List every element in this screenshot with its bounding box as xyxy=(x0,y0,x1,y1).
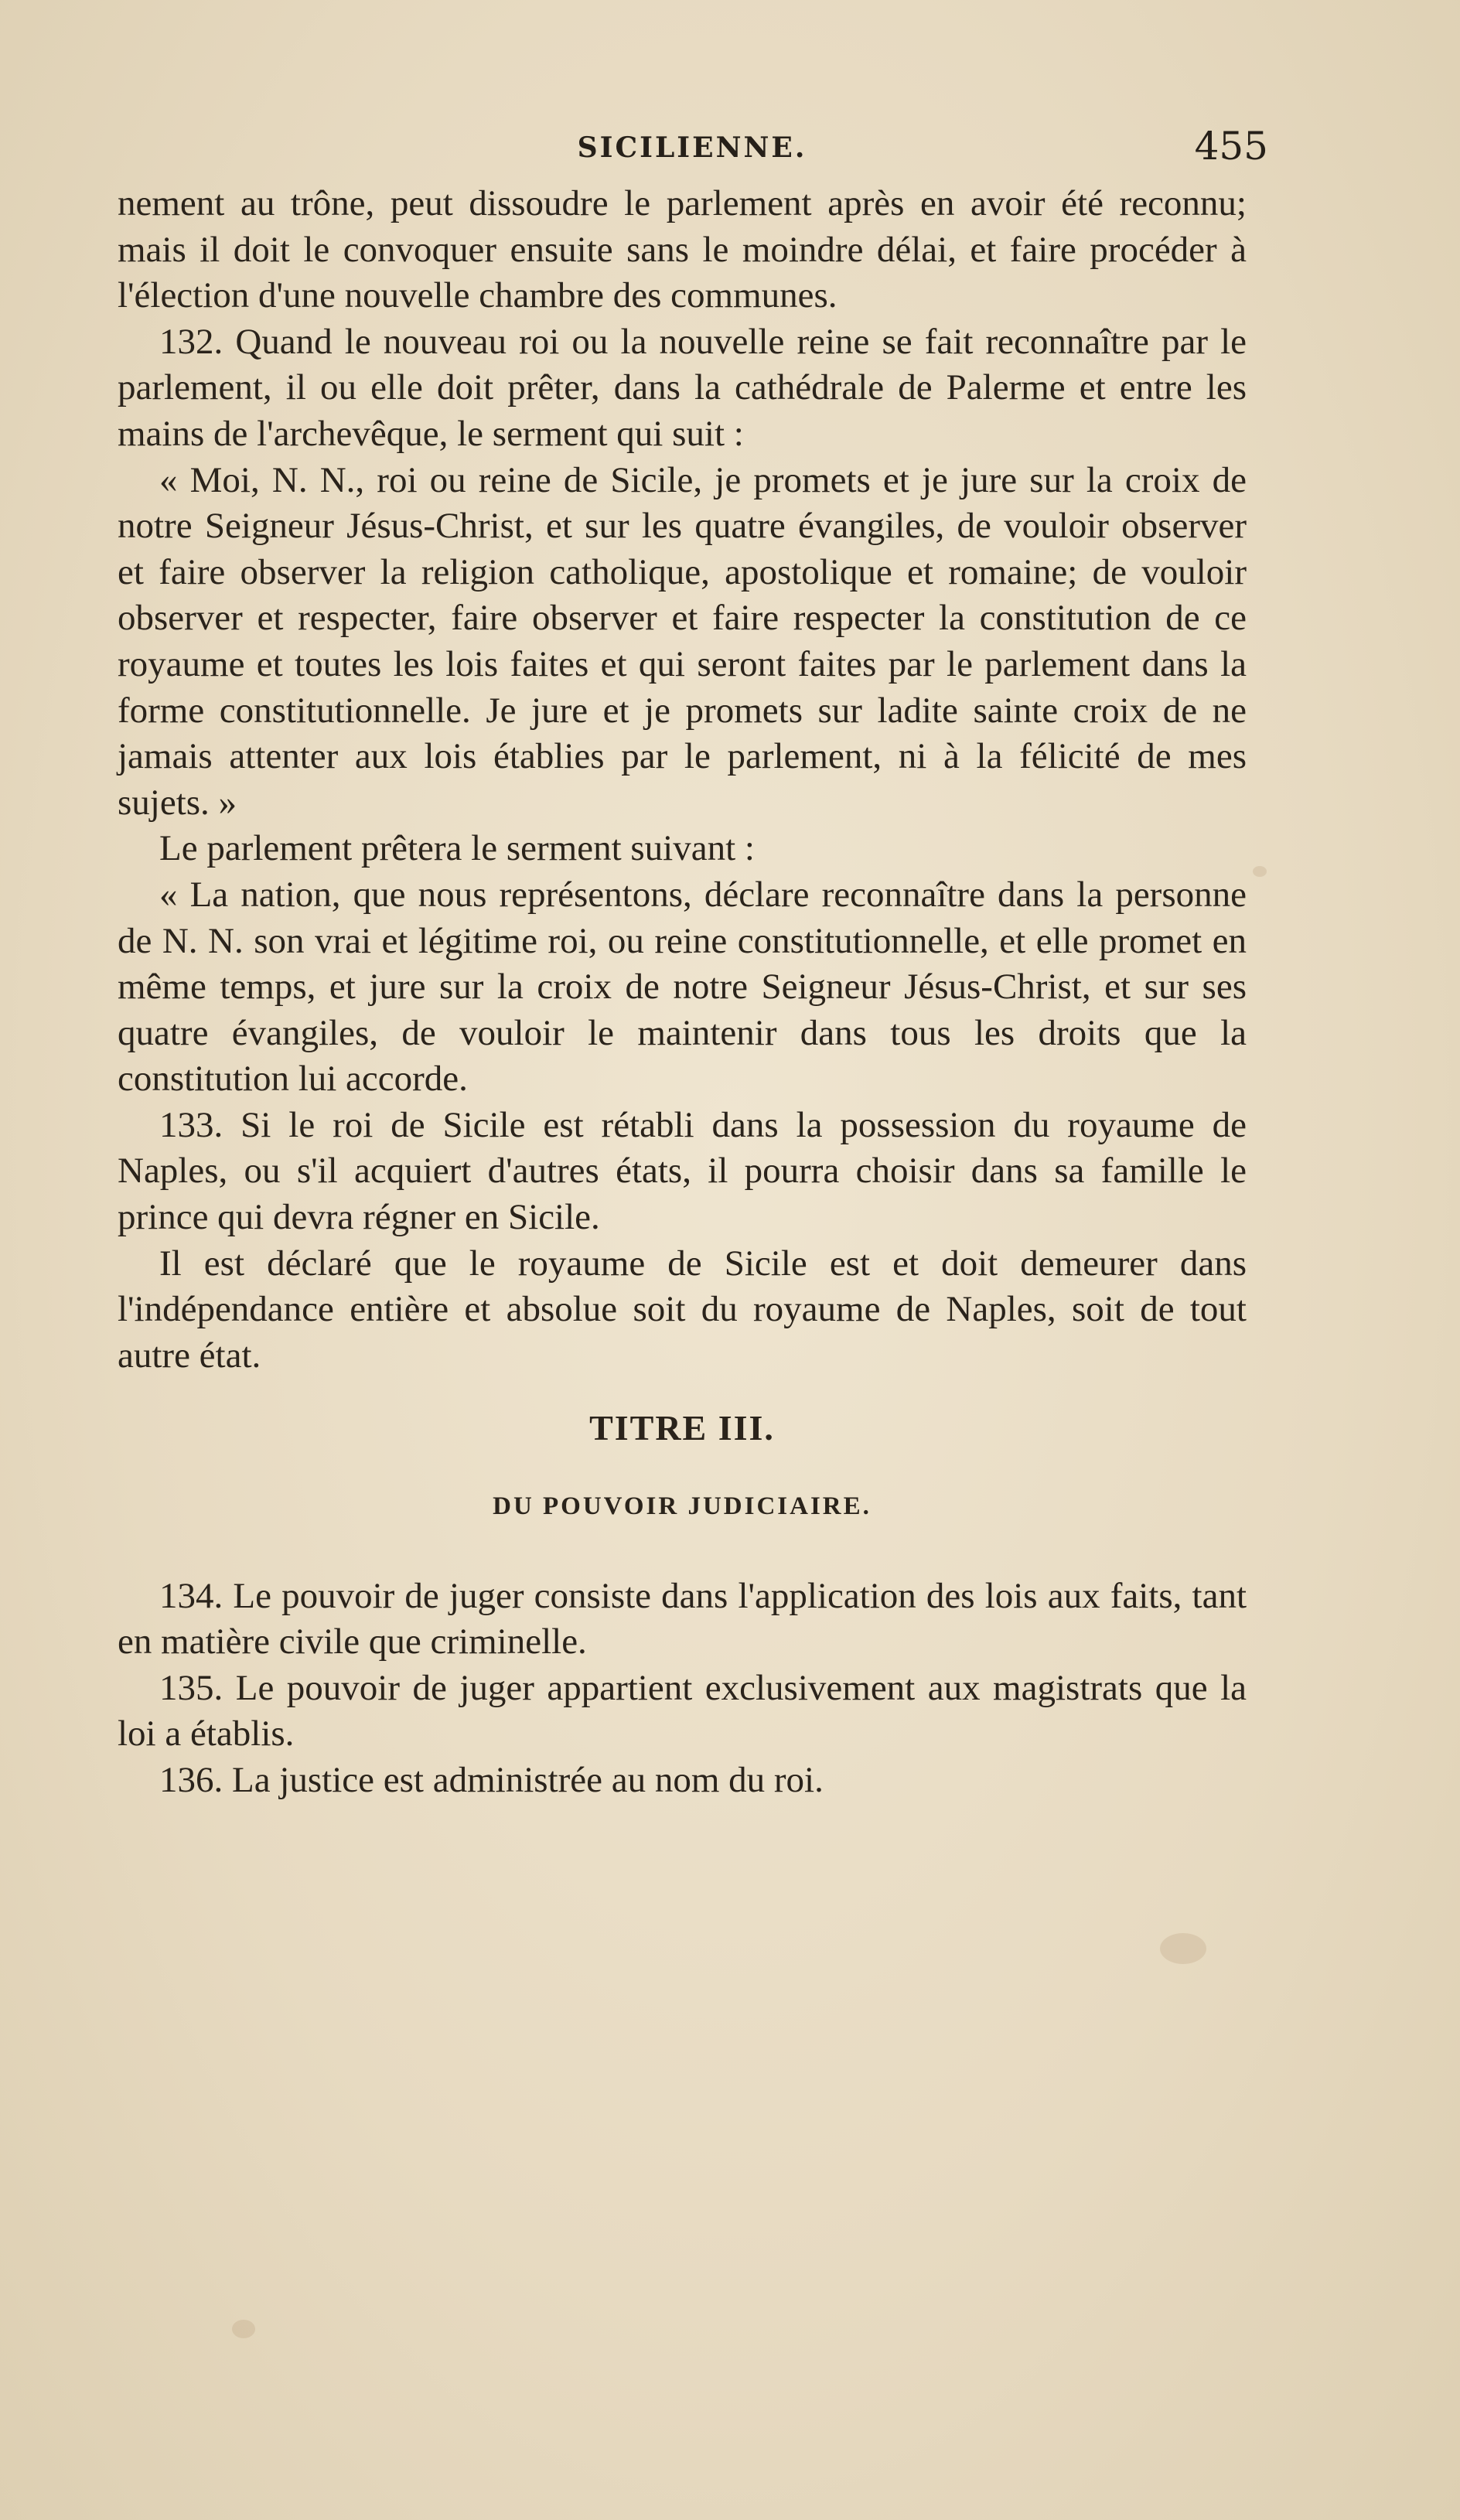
paragraph: Il est déclaré que le royaume de Sicile est et doit demeurer dans l'indépendance entière et absolue soit du royaume de Naples, soit de tout autre état. xyxy=(118,1243,1247,1376)
page-header xyxy=(116,124,1268,178)
paper-stain xyxy=(1160,1933,1206,1964)
paragraph: Le parlement prêtera le serment suivant : xyxy=(159,828,755,869)
section-title: TITRE III. xyxy=(589,1408,775,1448)
article-134: 134. Le pouvoir de juger consiste dans l'application des lois aux faits, tant en matière civile que criminelle. xyxy=(118,1575,1247,1662)
paper-stain xyxy=(1253,866,1267,877)
article-132: 132. Quand le nouveau roi ou la nouvelle reine se fait reconnaître par le parlement, il ou elle doit prêter, dans la cathédrale de Palerme et entre les mains de l'archevêque, le serment qui suit : xyxy=(118,321,1247,454)
running-title: SICILIENNE. xyxy=(577,131,807,164)
paragraph: nement au trône, peut dissoudre le parlement après en avoir été reconnu; mais il doit le convoquer ensuite sans le moindre délai, et faire procéder à l'élection d'une nouvelle chambre des communes. xyxy=(118,183,1247,316)
royal-oath: « Moi, N. N., roi ou reine de Sicile, je promets et je jure sur la croix de notre Seigneur Jésus-Christ, et sur les quatre évangiles, de vouloir observer et faire observer la religion catholique, apostolique et romaine; de vouloir observer et respecter, faire observer et faire respecter la constitution de ce royaume et toutes les lois faites et qui seront faites par le parlement dans la forme constitutionnelle. Je jure et je promets sur ladite sainte croix de ne jamais attenter aux lois établies par le parlement, ni à la félicité de mes sujets. » xyxy=(118,459,1247,823)
article-135: 135. Le pouvoir de juger appartient exclusivement aux magistrats que la loi a établis. xyxy=(118,1667,1247,1754)
article-136: 136. La justice est administrée au nom du roi. xyxy=(159,1760,824,1800)
parliament-oath: « La nation, que nous représentons, déclare reconnaître dans la personne de N. N. son vrai et légitime roi, ou reine constitutionnelle, et elle promet en même temps, et jure sur la croix de notre Seigneur Jésus-Christ, et sur ses quatre évangiles, de vouloir le maintenir dans tous les droits que la constitution lui accorde. xyxy=(118,874,1247,1100)
page-number: 455 xyxy=(1194,124,1268,169)
paper-stain xyxy=(232,2320,255,2338)
article-133: 133. Si le roi de Sicile est rétabli dans la possession du royaume de Naples, ou s'il acquiert d'autres états, il pourra choisir dans sa famille le prince qui devra régner en Sicile. xyxy=(118,1104,1247,1238)
page-body xyxy=(118,181,1247,1804)
section-subtitle: DU POUVOIR JUDICIAIRE. xyxy=(493,1492,872,1521)
